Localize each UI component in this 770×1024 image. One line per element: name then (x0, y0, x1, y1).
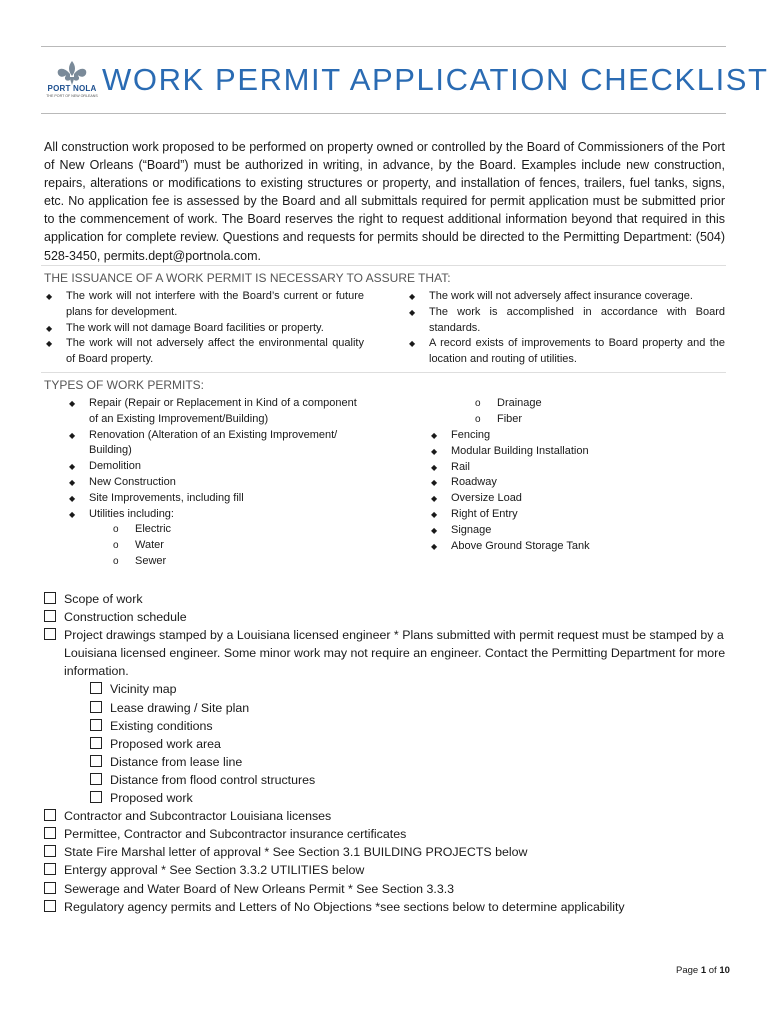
list-item: o Electric (113, 522, 233, 538)
checklist-subitem: Distance from lease line (90, 753, 734, 771)
assure-list-right (407, 289, 725, 368)
checklist-subitem: Distance from flood control structures (90, 771, 734, 789)
list-item: o Drainage (475, 396, 595, 412)
assure-heading: THE ISSUANCE OF A WORK PERMIT IS NECESSARY TO ASSURE THAT: (44, 271, 451, 285)
list-item: ◆ The work is accomplished in accordance with Board standards. (409, 305, 725, 334)
checklist-item: Scope of work (44, 590, 734, 608)
checklist-subitem: Existing conditions (90, 717, 734, 735)
checklist-item: State Fire Marshal letter of approval * See Section 3.1 BUILDING PROJECTS below (44, 843, 734, 861)
diamond-bullet-icon: ◆ (46, 292, 53, 301)
checklist-item: Sewerage and Water Board of New Orleans Permit * See Section 3.3.3 (44, 880, 734, 898)
list-item: ◆ The work will not damage Board facilities or property. (44, 321, 364, 337)
submittal-checklist (44, 590, 734, 916)
utilities-sublist-continued (475, 396, 595, 428)
intro-paragraph: All construction work proposed to be performed on property owned or controlled by the Board of Commissioners of the Port of New Orleans (“Board”) must be authorized in writing, in advance, by the Board. Examples include new construction, repairs, alterations or modifications to existing structures or property, and installation of fences, trailers, fuel tanks, signs, etc. No application fee is assessed by the Board and all submittals required for permit application must be submitted prior to the commencement of work. The Board reserves the right to request additional information beyond that required in this application for complete review. Questions and requests for permits should be directed to the Permitting Department: (504) 528-3450, permits.dept@portnola.com. (44, 140, 725, 263)
diamond-bullet-icon: ◆ (431, 494, 438, 504)
checkbox[interactable] (44, 827, 56, 839)
diamond-bullet-icon: ◆ (69, 462, 76, 472)
checkbox[interactable] (90, 682, 102, 694)
diamond-bullet-icon: ◆ (431, 541, 438, 551)
diamond-bullet-icon: ◆ (69, 509, 76, 519)
checkbox[interactable] (44, 628, 56, 640)
checkbox[interactable] (44, 863, 56, 875)
diamond-bullet-icon: ◆ (69, 399, 76, 408)
checklist-item: Construction schedule (44, 608, 734, 626)
fleur-de-lis-icon (54, 60, 90, 86)
checkbox[interactable] (90, 719, 102, 731)
checkbox[interactable] (90, 755, 102, 767)
port-nola-logo (44, 60, 100, 106)
diamond-bullet-icon: ◆ (409, 339, 416, 349)
types-heading: TYPES OF WORK PERMITS: (44, 378, 205, 392)
list-item: ◆ Renovation (Alteration of an Existing Improvement/ Building) (69, 428, 338, 457)
checkbox[interactable] (44, 610, 56, 622)
list-item: ◆ The work will not interfere with the Board’s current or future plans for development. (46, 290, 364, 318)
checkbox[interactable] (44, 900, 56, 912)
checkbox[interactable] (90, 773, 102, 785)
checkbox[interactable] (90, 737, 102, 749)
circle-bullet-icon: o (113, 524, 119, 535)
diamond-bullet-icon: ◆ (431, 462, 438, 472)
logo-tagline: THE PORT OF NEW ORLEANS (46, 94, 98, 98)
diamond-bullet-icon: ◆ (431, 478, 438, 488)
checkbox[interactable] (90, 791, 102, 803)
list-item: ◆ Right of Entry (429, 507, 719, 523)
list-item: ◆ A record exists of improvements to Board property and the location and routing of utilities. (409, 337, 725, 366)
list-item: ◆ Above Ground Storage Tank (429, 539, 719, 555)
diamond-bullet-icon: ◆ (431, 431, 438, 440)
list-item: o Sewer (113, 554, 233, 570)
list-item: ◆ Oversize Load (429, 491, 719, 507)
diamond-bullet-icon: ◆ (46, 323, 53, 333)
list-item: o Fiber (475, 412, 595, 428)
checklist-item: Permittee, Contractor and Subcontractor insurance certificates (44, 825, 734, 843)
diamond-bullet-icon: ◆ (409, 307, 416, 317)
list-item: ◆ Signage (429, 523, 719, 539)
list-item: ◆ Demolition (67, 459, 367, 475)
diamond-bullet-icon: ◆ (431, 509, 438, 519)
checklist-item: Contractor and Subcontractor Louisiana licenses (44, 807, 734, 825)
logo-name: PORT NOLA (47, 84, 97, 93)
types-list-left (67, 396, 367, 522)
checklist-subitem: Proposed work area (90, 735, 734, 753)
diamond-bullet-icon: ◆ (46, 339, 53, 349)
assure-list-left (44, 289, 364, 368)
checkbox[interactable] (90, 701, 102, 713)
checklist-subitem: Lease drawing / Site plan (90, 699, 734, 717)
list-item: ◆ Site Improvements, including fill (67, 491, 367, 507)
list-item: ◆ Repair (Repair or Replacement in Kind of a component of an Existing Improvement/Building) (69, 397, 357, 425)
diamond-bullet-icon: ◆ (69, 430, 76, 440)
list-item: ◆ Roadway (429, 475, 719, 491)
checkbox[interactable] (44, 592, 56, 604)
utilities-sublist (113, 522, 233, 569)
list-item: ◆ Utilities including: (67, 507, 367, 523)
diamond-bullet-icon: ◆ (431, 446, 438, 456)
list-item: ◆ Fencing (429, 428, 719, 444)
circle-bullet-icon: o (475, 413, 481, 425)
diamond-bullet-icon: ◆ (69, 477, 76, 487)
circle-bullet-icon: o (475, 398, 481, 409)
checkbox[interactable] (44, 845, 56, 857)
divider-types (41, 372, 726, 373)
diamond-bullet-icon: ◆ (69, 493, 76, 503)
list-item: ◆ The work will not adversely affect the environmental quality of Board property. (46, 337, 364, 366)
types-list-right (429, 428, 719, 554)
checklist-item: Regulatory agency permits and Letters of No Objections *see sections below to determine applicability (44, 898, 734, 916)
diamond-bullet-icon: ◆ (409, 292, 416, 301)
checkbox[interactable] (44, 809, 56, 821)
list-item: ◆ Modular Building Installation (429, 444, 719, 460)
checkbox[interactable] (44, 882, 56, 894)
circle-bullet-icon: o (113, 539, 119, 551)
diamond-bullet-icon: ◆ (431, 525, 438, 535)
list-item: ◆ New Construction (67, 475, 367, 491)
divider-assure (41, 265, 726, 266)
list-item: ◆ Rail (429, 460, 719, 476)
circle-bullet-icon: o (113, 555, 119, 567)
header-rule (41, 113, 726, 114)
page-title: WORK PERMIT APPLICATION CHECKLIST (102, 62, 769, 97)
checklist-item: Entergy approval * See Section 3.3.2 UTILITIES below (44, 861, 734, 879)
list-item: o Water (113, 538, 233, 554)
page-number: Page 1 of 10 (676, 965, 730, 976)
checklist-item: Project drawings stamped by a Louisiana licensed engineer * Plans submitted with permit request must be stamped by a Louisiana licensed engineer. Some minor work may not require an engineer. Contact the Permitting Department for more information. (44, 626, 734, 680)
checklist-subitem: Vicinity map (90, 680, 734, 698)
checklist-subitem: Proposed work (90, 789, 734, 807)
list-item: ◆ The work will not adversely affect insurance coverage. (407, 289, 725, 305)
top-rule (41, 46, 726, 47)
